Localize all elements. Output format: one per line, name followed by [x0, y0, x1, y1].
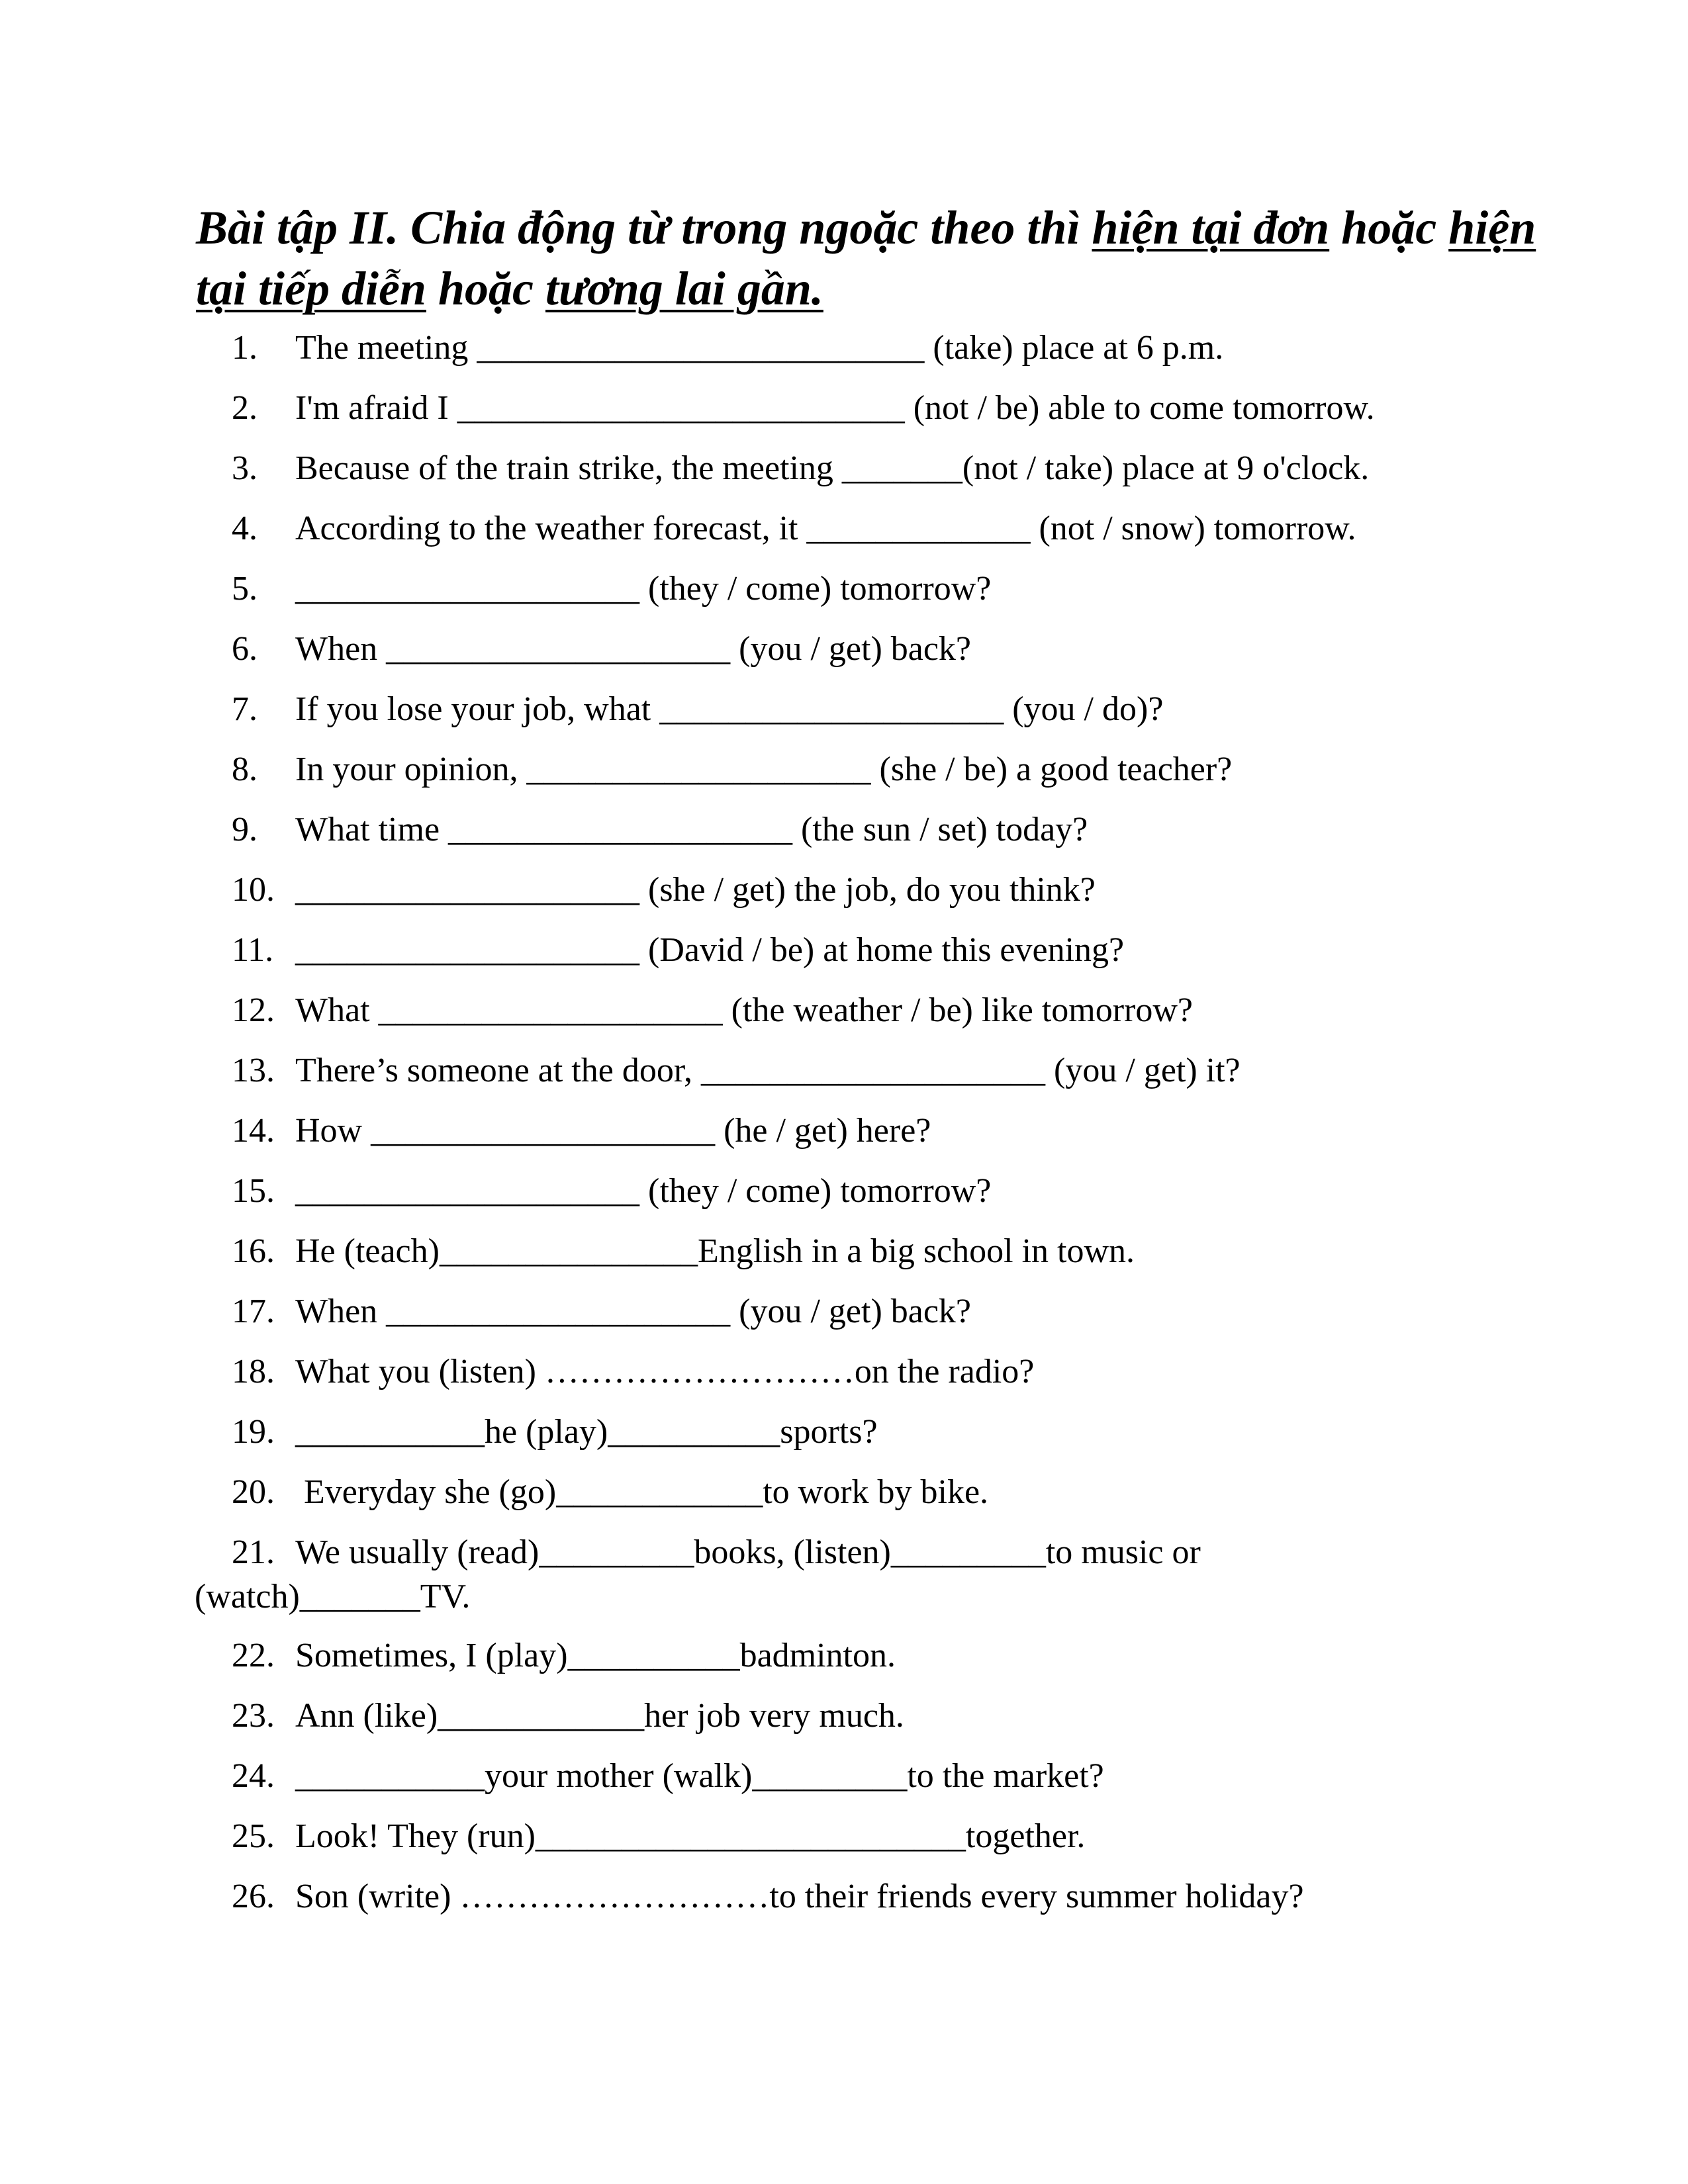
item-number: 11. [232, 931, 274, 969]
item-text: What ____________________ (the weather / be) like tomorrow? [295, 991, 1193, 1029]
item-text: In your opinion, ____________________ (she / be) a good teacher? [295, 751, 1233, 788]
item-number: 26. [232, 1878, 275, 1915]
exercise-item-19 [232, 1410, 1542, 1454]
exercise-item-24 [232, 1754, 1542, 1798]
exercise-item-7 [232, 687, 1542, 731]
title-tense-continuous-b: tại tiếp diễn [196, 262, 426, 315]
item-number: 12. [232, 991, 275, 1029]
exercise-item-5 [232, 567, 1542, 611]
item-text: ___________he (play)__________sports? [295, 1413, 878, 1451]
exercise-item-2 [232, 386, 1542, 430]
item-text: I'm afraid I __________________________ (not / be) able to come tomorrow. [295, 389, 1375, 427]
exercise-item-14 [232, 1109, 1542, 1153]
exercise-item-21 [195, 1530, 1542, 1615]
exercise-item-8 [232, 747, 1542, 792]
title-tense-simple-present: hiện tại đơn [1092, 201, 1330, 254]
exercise-item-11 [232, 928, 1542, 972]
item-number: 22. [232, 1637, 275, 1674]
item-number: 2. [232, 389, 258, 427]
exercise-item-4 [232, 506, 1542, 551]
exercise-item-16 [232, 1229, 1542, 1273]
item-text: The meeting __________________________ (take) place at 6 p.m. [295, 329, 1224, 367]
exercise-item-3 [232, 446, 1542, 490]
item-number: 18. [232, 1353, 275, 1390]
exercise-item-23 [232, 1694, 1542, 1738]
item-text: Everyday she (go)____________to work by bike. [295, 1473, 989, 1511]
item-number: 24. [232, 1757, 275, 1795]
item-number: 19. [232, 1413, 275, 1451]
item-text: ____________________ (she / get) the job, do you think? [295, 871, 1096, 909]
item-text: If you lose your job, what ____________________ (you / do)? [295, 690, 1164, 728]
item-text: When ____________________ (you / get) back? [295, 1293, 972, 1330]
title-tense-near-future: tương lai gần. [545, 262, 823, 315]
item-text: Look! They (run)_________________________together. [295, 1817, 1086, 1855]
exercise-item-10 [232, 868, 1542, 912]
item-number: 21. [232, 1533, 275, 1571]
item-text: What you (listen) ………………………on the radio? [295, 1353, 1035, 1390]
item-text: ____________________ (they / come) tomorrow? [295, 570, 992, 608]
title-prefix: Bài tập II. Chia động từ trong ngoặc theo thì [196, 201, 1092, 254]
item-text: Because of the train strike, the meeting _______(not / take) place at 9 o'clock. [295, 449, 1370, 487]
item-number: 23. [232, 1697, 275, 1735]
item-text: We usually (read)_________books, (listen)_________to music or [295, 1533, 1201, 1571]
item-number: 5. [232, 570, 258, 608]
exercise-item-22 [232, 1633, 1542, 1678]
item-text: He (teach)_______________English in a big school in town. [295, 1232, 1135, 1270]
item-number: 17. [232, 1293, 275, 1330]
item-number: 4. [232, 510, 258, 547]
item-number: 14. [232, 1112, 275, 1150]
item-text: ____________________ (David / be) at home this evening? [295, 931, 1125, 969]
exercise-item-25 [232, 1814, 1542, 1858]
item-text: When ____________________ (you / get) back? [295, 630, 972, 668]
item-number: 9. [232, 811, 258, 848]
item-text: According to the weather forecast, it _____________ (not / snow) tomorrow. [295, 510, 1356, 547]
title-or-1: hoặc [1329, 201, 1449, 254]
item-text: How ____________________ (he / get) here? [295, 1112, 931, 1150]
title-tense-continuous-a: hiện [1448, 201, 1536, 254]
item-text-continued: (watch)_______TV. [195, 1578, 471, 1615]
item-text: Ann (like)____________her job very much. [295, 1697, 904, 1735]
item-number: 15. [232, 1172, 275, 1210]
item-number: 6. [232, 630, 258, 668]
exercise-item-1 [232, 326, 1542, 370]
exercise-item-17 [232, 1289, 1542, 1334]
item-text: There’s someone at the door, ____________________ (you / get) it? [295, 1052, 1241, 1089]
exercise-item-26 [232, 1874, 1542, 1919]
item-text: What time ____________________ (the sun / set) today? [295, 811, 1088, 848]
item-number: 25. [232, 1817, 275, 1855]
item-text: ____________________ (they / come) tomorrow? [295, 1172, 992, 1210]
title-or-2: hoặc [426, 262, 545, 315]
item-number: 8. [232, 751, 258, 788]
exercise-item-15 [232, 1169, 1542, 1213]
item-text: Son (write) ………………………to their friends every summer holiday? [295, 1878, 1304, 1915]
item-number: 13. [232, 1052, 275, 1089]
item-number: 20. [232, 1473, 275, 1511]
item-number: 3. [232, 449, 258, 487]
item-number: 10. [232, 871, 275, 909]
item-text: Sometimes, I (play)__________badminton. [295, 1637, 896, 1674]
exercise-item-13 [232, 1048, 1542, 1093]
exercise-item-9 [232, 807, 1542, 852]
item-text: ___________your mother (walk)_________to the market? [295, 1757, 1104, 1795]
exercise-item-12 [232, 988, 1542, 1032]
item-number: 16. [232, 1232, 275, 1270]
exercise-item-6 [232, 627, 1542, 671]
item-number: 1. [232, 329, 258, 367]
exercise-item-20 [232, 1470, 1542, 1514]
item-number: 7. [232, 690, 258, 728]
exercise-item-18 [232, 1349, 1542, 1394]
